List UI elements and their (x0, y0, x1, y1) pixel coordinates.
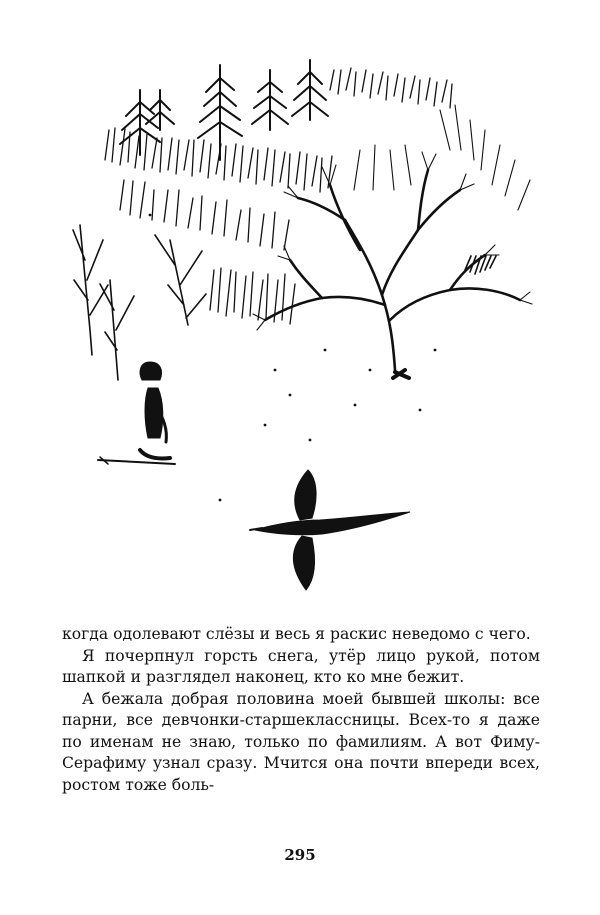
tree-twigs (253, 105, 532, 330)
large-tree (265, 170, 520, 378)
skier-figure (98, 362, 175, 464)
body-text (62, 624, 540, 796)
paragraph: Я почерпнул горсть снега, утёр лицо рукой, потом шапкой и разглядел наконец, кто ко мне бежит. (62, 646, 540, 686)
brush-hatching (105, 68, 452, 324)
bare-trees-left (73, 225, 206, 380)
magpie-bird (250, 470, 410, 590)
illustration (60, 50, 540, 610)
distant-shrub (465, 256, 496, 274)
paragraph: когда одолевают слёзы и весь я раскис неведомо с чего. (62, 625, 531, 643)
paragraph: А бежала добрая половина моей бывшей школы: все парни, все девчонки-старшеклассницы. Всех-то я даже по именам не знаю, только по фамилиям. А вот Фиму-Серафиму узнал сразу. Мчится она почти впереди всех, ростом тоже боль- (62, 689, 540, 794)
page-number: 295 (284, 846, 316, 864)
conifer-trees (120, 60, 328, 160)
